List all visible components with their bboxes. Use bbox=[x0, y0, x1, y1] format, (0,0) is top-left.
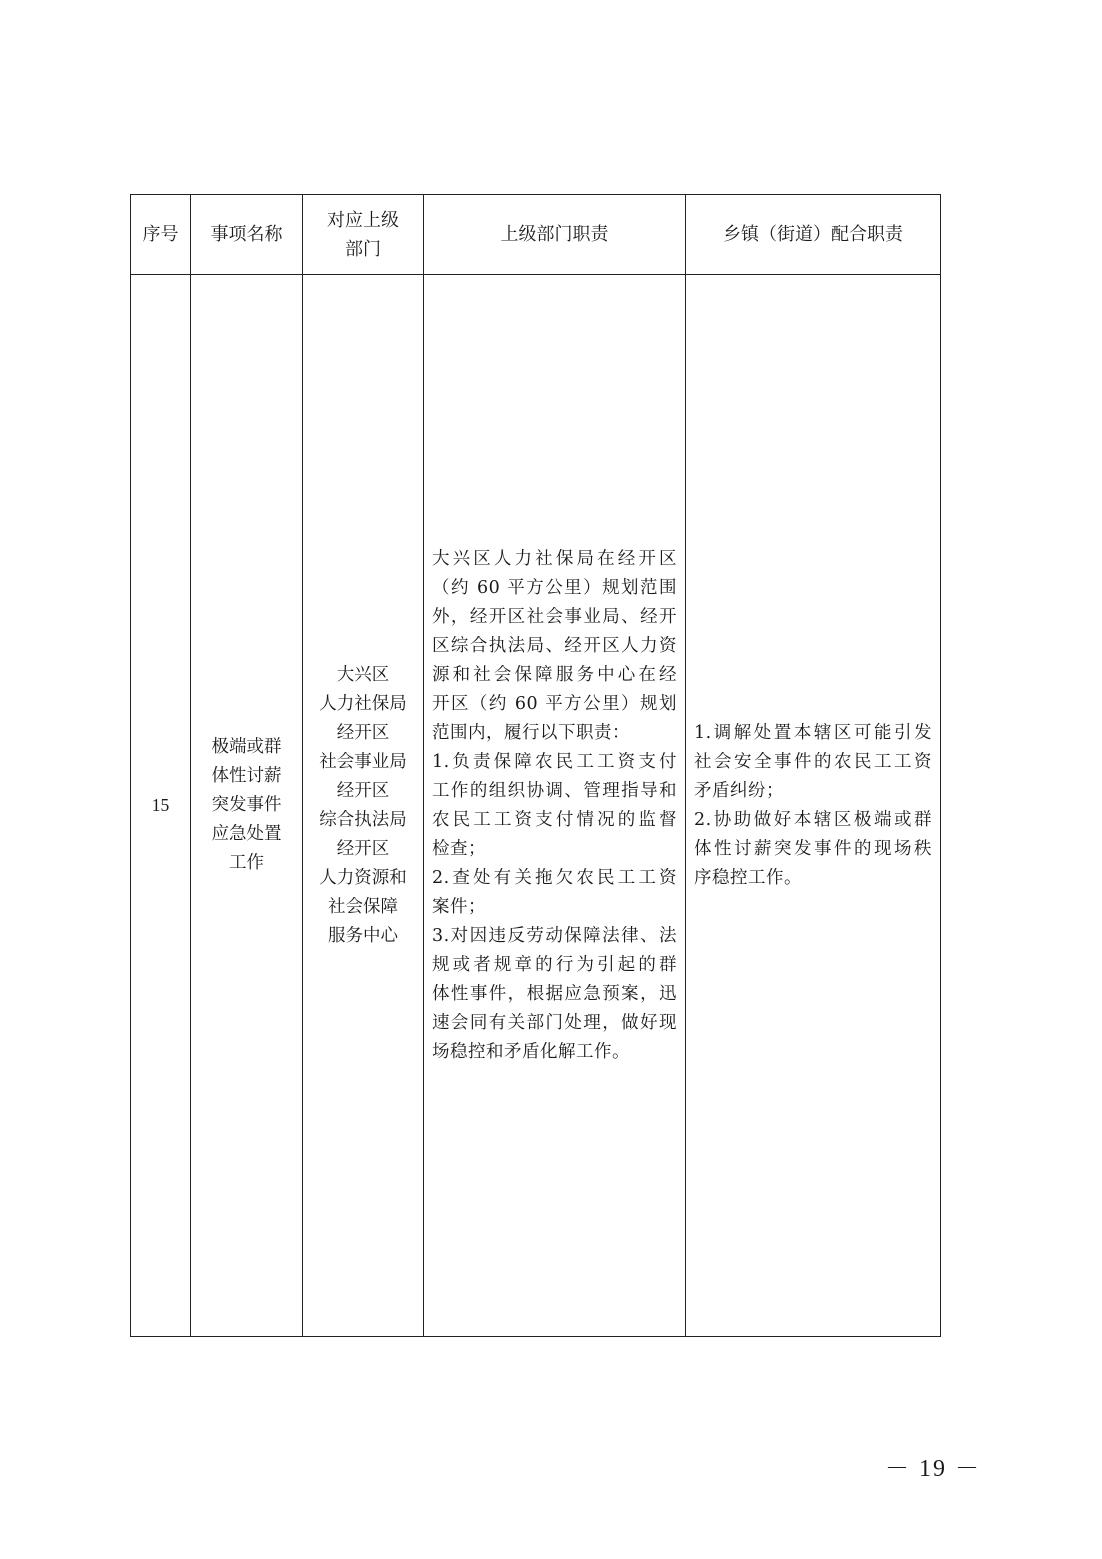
header-superior-dept bbox=[303, 195, 424, 275]
township-duty-line: 矛盾纠纷； bbox=[694, 780, 784, 801]
superior-duty-line: 大兴区人力社保局在经开区 bbox=[432, 548, 677, 569]
township-duty-line: 2.协助做好本辖区极端或群 bbox=[694, 809, 932, 830]
township-duty-line: 体性讨薪突发事件的现场秩 bbox=[694, 838, 932, 859]
department-line: 服务中心 bbox=[328, 925, 398, 946]
superior-duty-line: 2.查处有关拖欠农民工工资 bbox=[432, 867, 677, 888]
superior-duty-line: 源和社会保障服务中心在经 bbox=[432, 664, 677, 685]
superior-duty-line: 范围内，履行以下职责： bbox=[432, 722, 630, 743]
department-line: 经开区 bbox=[336, 780, 390, 801]
row-item-name bbox=[191, 275, 303, 1337]
department-line: 经开区 bbox=[336, 838, 390, 859]
header-superior-dept-line: 部门 bbox=[345, 238, 381, 260]
township-duty-line: 序稳控工作。 bbox=[694, 867, 802, 888]
header-item-name: 事项名称 bbox=[191, 195, 303, 275]
item-name-line: 工作 bbox=[229, 853, 264, 873]
superior-duty-line: （约 60 平方公里）规划范围 bbox=[432, 577, 677, 598]
township-duty-line: 1.调解处置本辖区可能引发 bbox=[694, 722, 932, 743]
row-index: 15 bbox=[131, 275, 191, 1337]
superior-duty-line: 农民工工资支付情况的监督 bbox=[432, 809, 677, 830]
item-name-line: 突发事件 bbox=[211, 795, 282, 815]
superior-duty-line: 速会同有关部门处理，做好现 bbox=[432, 1012, 677, 1033]
township-duty-line: 社会安全事件的农民工工资 bbox=[694, 751, 932, 772]
duties-table bbox=[130, 194, 941, 1337]
table-row bbox=[131, 275, 941, 1337]
header-township-duties: 乡镇（街道）配合职责 bbox=[686, 195, 941, 275]
superior-duty-line: 外，经开区社会事业局、经开 bbox=[432, 606, 677, 627]
department-line: 社会保障 bbox=[328, 896, 398, 917]
item-name-line: 应急处置 bbox=[211, 824, 282, 844]
superior-duty-line: 体性事件，根据应急预案，迅 bbox=[432, 983, 677, 1004]
superior-duty-line: 案件； bbox=[432, 896, 486, 917]
department-line: 社会事业局 bbox=[319, 751, 407, 772]
row-departments bbox=[303, 275, 424, 1337]
header-index: 序号 bbox=[131, 195, 191, 275]
item-name-line: 极端或群 bbox=[211, 737, 282, 757]
department-line: 综合执法局 bbox=[319, 809, 407, 830]
page-number: － 19 － bbox=[885, 1456, 981, 1482]
superior-duty-line: 场稳控和矛盾化解工作。 bbox=[432, 1041, 630, 1062]
superior-duty-line: 检查； bbox=[432, 838, 486, 859]
superior-duty-line: 工作的组织协调、管理指导和 bbox=[432, 780, 677, 801]
superior-duty-line: 区综合执法局、经开区人力资 bbox=[432, 635, 677, 656]
superior-duty-line: 开区（约 60 平方公里）规划 bbox=[432, 693, 677, 714]
superior-duty-line: 1.负责保障农民工工资支付 bbox=[432, 751, 677, 772]
superior-duty-line: 规或者规章的行为引起的群 bbox=[432, 954, 677, 975]
superior-duty-line: 3.对因违反劳动保障法律、法 bbox=[432, 925, 677, 946]
table-header-row bbox=[131, 195, 941, 275]
department-line: 大兴区 bbox=[336, 664, 390, 685]
department-line: 经开区 bbox=[336, 722, 390, 743]
row-superior-duties bbox=[424, 275, 686, 1337]
header-superior-duties: 上级部门职责 bbox=[424, 195, 686, 275]
department-line: 人力社保局 bbox=[319, 693, 407, 714]
row-township-duties bbox=[686, 275, 941, 1337]
header-superior-dept-line: 对应上级 bbox=[327, 209, 399, 231]
item-name-line: 体性讨薪 bbox=[211, 766, 282, 786]
department-line: 人力资源和 bbox=[319, 867, 407, 888]
